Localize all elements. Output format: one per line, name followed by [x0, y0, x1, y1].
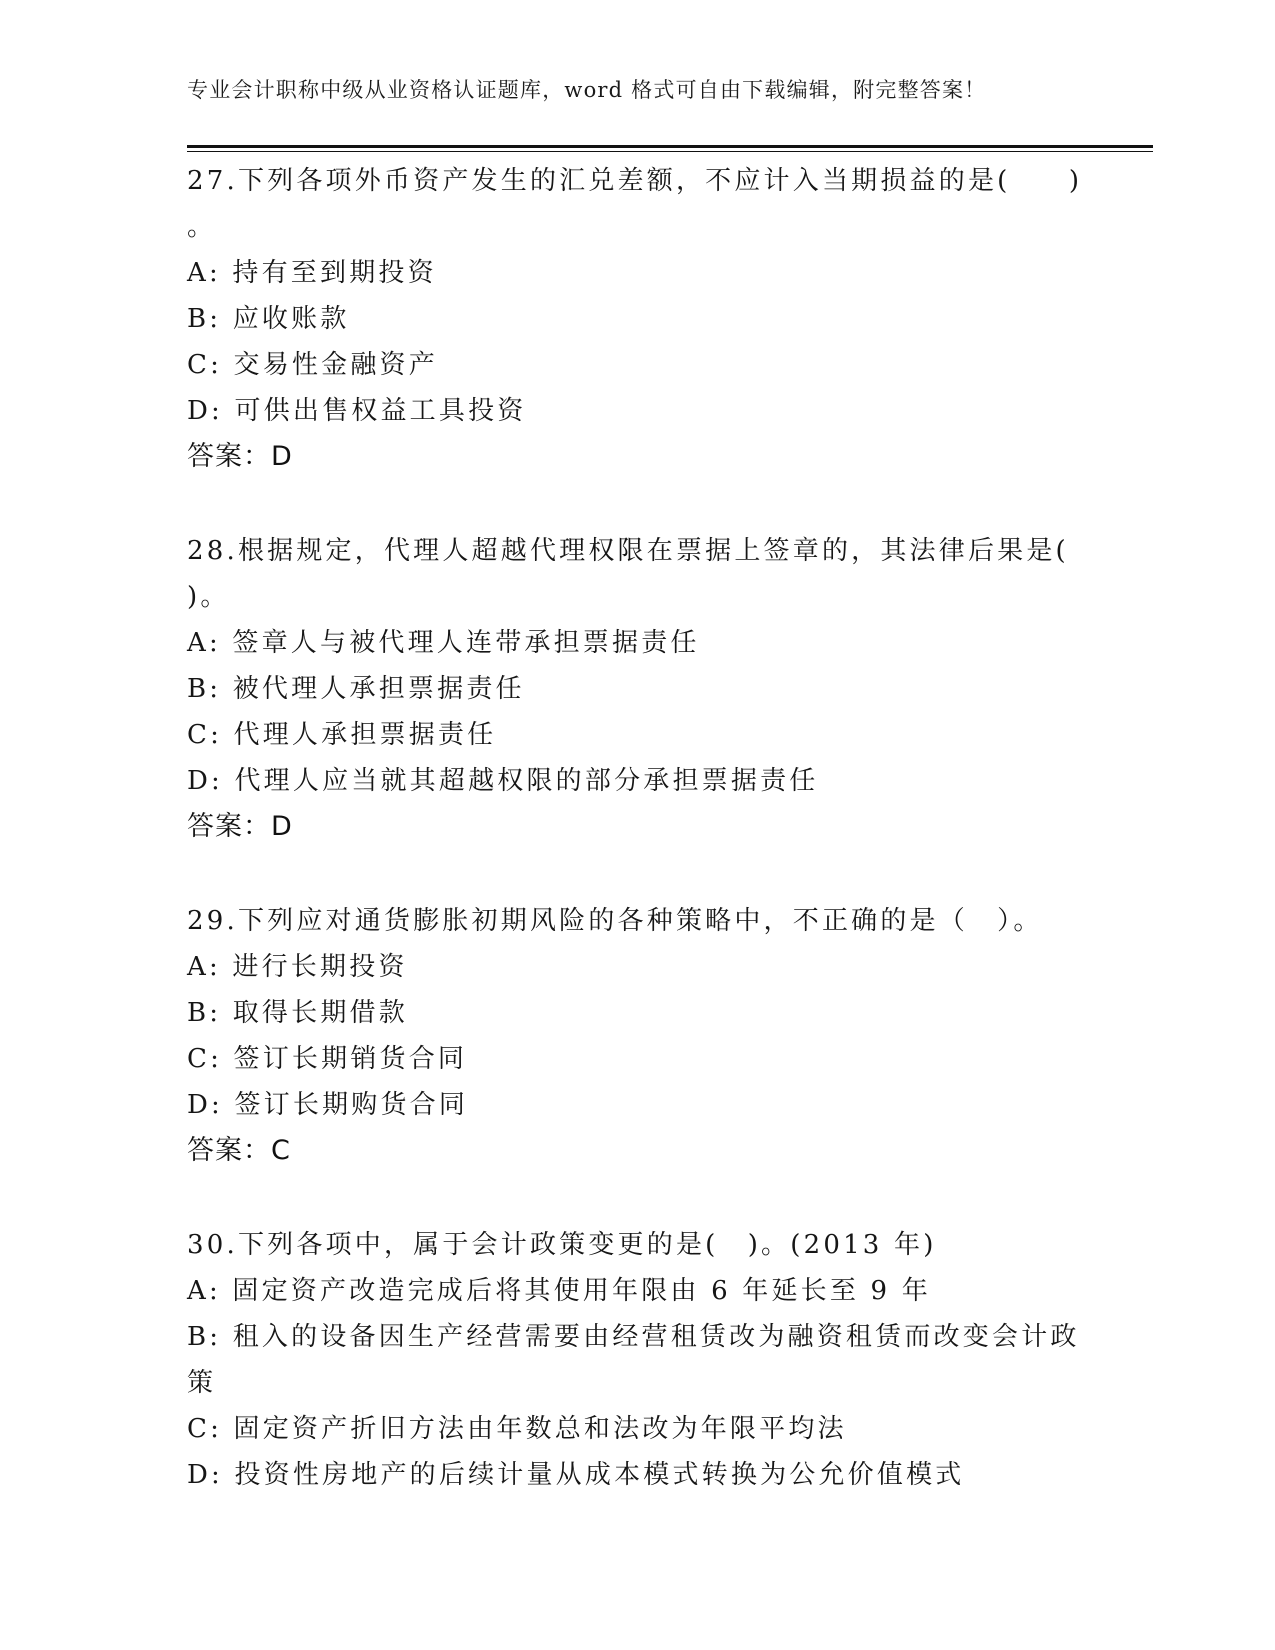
question-list — [187, 158, 1083, 1498]
option-d: D: 代理人应当就其超越权限的部分承担票据责任 — [187, 766, 819, 796]
spacer — [187, 480, 1067, 528]
option-b-continued: 策 — [187, 1368, 217, 1398]
question-stem: 27.下列各项外币资产发生的汇兑差额，不应计入当期损益的是( ) — [187, 166, 1083, 196]
spacer — [187, 850, 1067, 898]
option-c: C: 交易性金融资产 — [187, 350, 438, 380]
question-30 — [187, 1222, 1080, 1498]
option-d: D: 可供出售权益工具投资 — [187, 396, 527, 426]
answer-line: 答案：C — [187, 1135, 291, 1166]
question-stem: 30.下列各项中，属于会计政策变更的是( )。(2013 年) — [187, 1230, 937, 1260]
option-b: B: 取得长期借款 — [187, 998, 408, 1028]
option-a: A: 进行长期投资 — [187, 952, 408, 982]
option-d: D: 签订长期购货合同 — [187, 1090, 469, 1120]
option-b: B: 应收账款 — [187, 304, 350, 334]
question-stem: 。 — [187, 212, 217, 242]
option-c: C: 代理人承担票据责任 — [187, 720, 497, 750]
option-a: A: 签章人与被代理人连带承担票据责任 — [187, 628, 700, 658]
option-a: A: 固定资产改造完成后将其使用年限由 6 年延长至 9 年 — [187, 1276, 931, 1306]
option-c: C: 签订长期销货合同 — [187, 1044, 468, 1074]
spacer — [187, 1174, 1067, 1222]
option-a: A: 持有至到期投资 — [187, 258, 437, 288]
question-stem: 29.下列应对通货膨胀初期风险的各种策略中，不正确的是（ ）。 — [187, 906, 1043, 936]
question-stem: )。 — [187, 582, 230, 612]
question-stem: 28.根据规定，代理人超越代理权限在票据上签章的，其法律后果是( — [187, 536, 1069, 566]
page-header: 专业会计职称中级从业资格认证题库，word 格式可自由下载编辑，附完整答案！ — [187, 78, 987, 102]
header-rule-thick — [187, 145, 1153, 148]
option-b: B: 租入的设备因生产经营需要由经营租赁改为融资租赁而改变会计政 — [187, 1322, 1080, 1352]
option-d: D: 投资性房地产的后续计量从成本模式转换为公允价值模式 — [187, 1460, 965, 1490]
answer-line: 答案：D — [187, 811, 293, 842]
option-c: C: 固定资产折旧方法由年数总和法改为年限平均法 — [187, 1414, 847, 1444]
question-27 — [187, 158, 1083, 480]
option-b: B: 被代理人承担票据责任 — [187, 674, 525, 704]
question-29 — [187, 898, 1067, 1174]
answer-line: 答案：D — [187, 441, 293, 472]
question-28 — [187, 528, 1067, 850]
header-rule-thin — [187, 151, 1153, 152]
